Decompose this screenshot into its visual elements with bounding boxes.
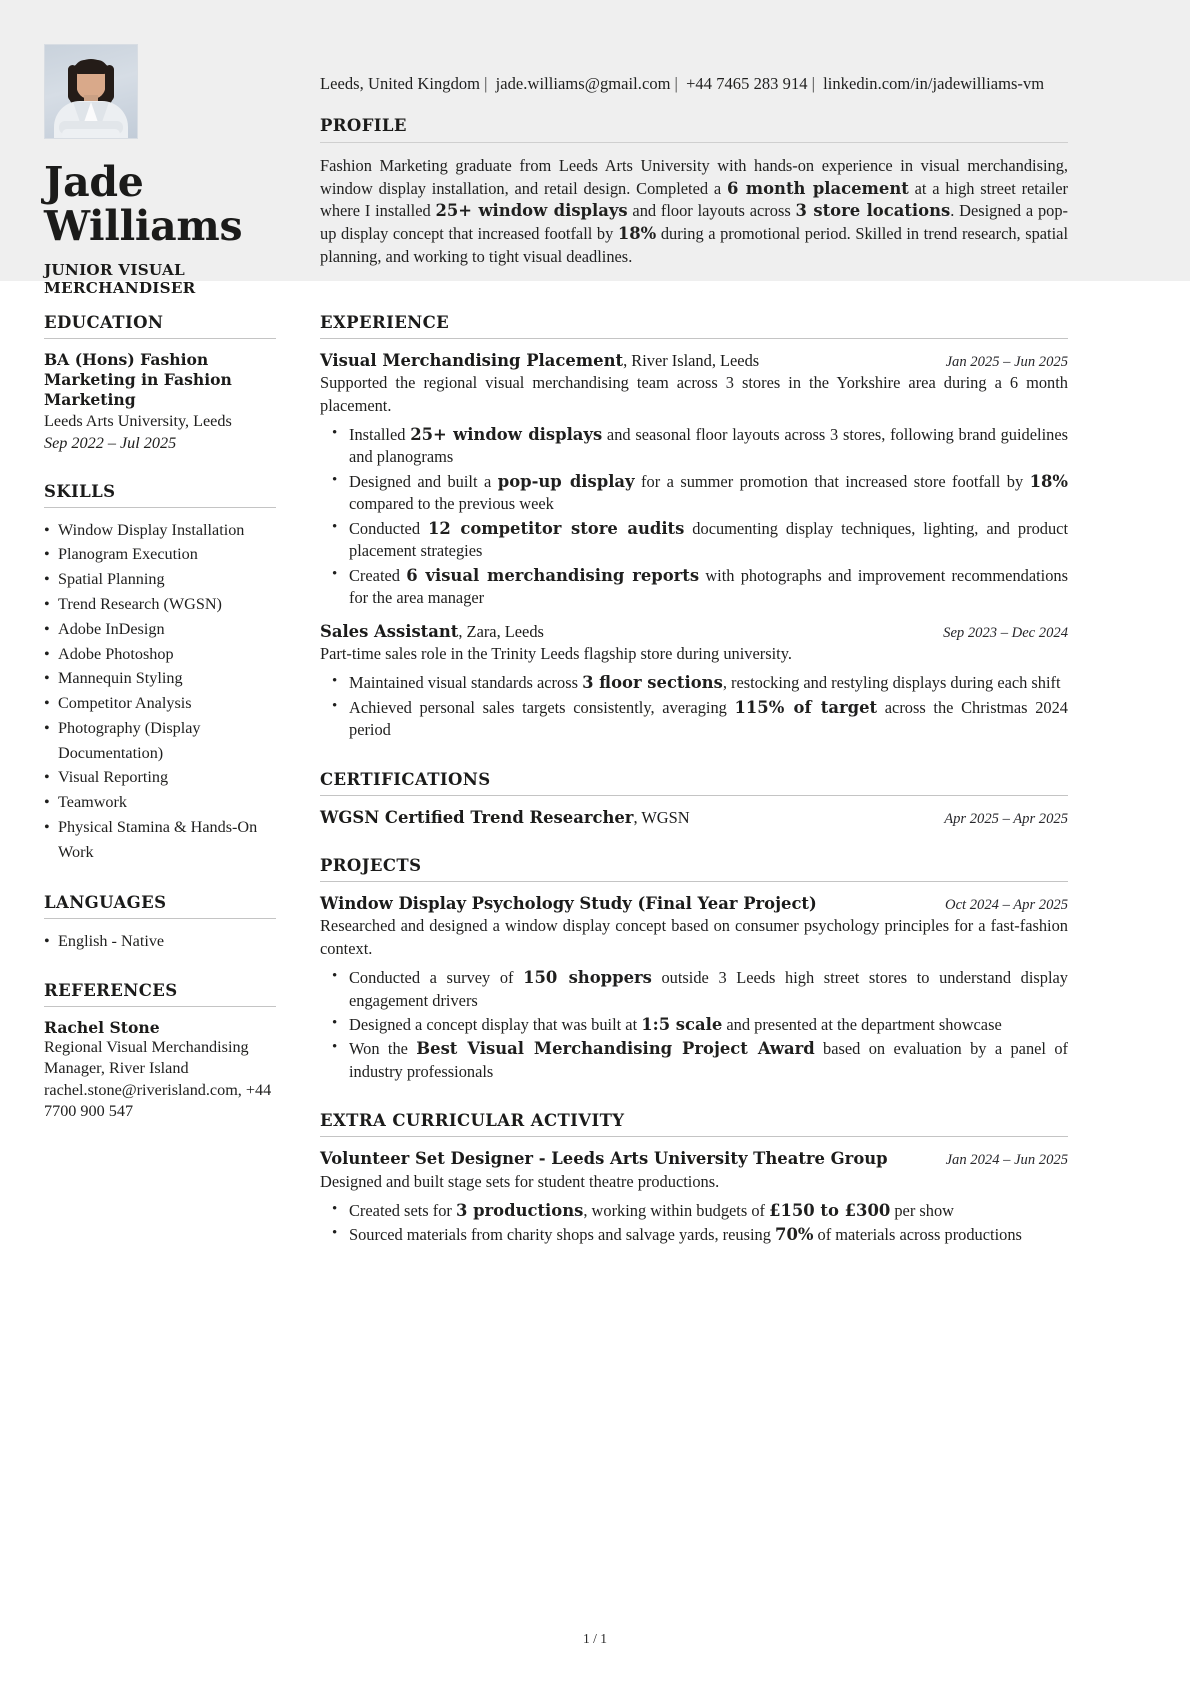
entry-description: Supported the regional visual merchandising team across 3 stores in the Yorkshire area during a 6 month placement. [320,373,1068,415]
education-school: Leeds Arts University, Leeds [44,411,232,430]
header-identity [0,0,310,297]
entry-title [320,1148,888,1169]
contact-separator: | [811,74,815,93]
languages-heading: LANGUAGES [44,892,167,912]
contact-email[interactable]: jade.williams@gmail.com [495,74,671,93]
experience-heading: EXPERIENCE [320,313,450,332]
entry-dates: Jan 2024 – Jun 2025 [945,1152,1068,1169]
entry-header [320,807,1068,828]
entry-dates: Sep 2023 – Dec 2024 [943,624,1068,641]
entry-header [320,350,1068,371]
reference-role: Regional Visual Merchandising Manager, River Island [44,1038,249,1078]
entry-title-primary: Volunteer Set Designer - Leeds Arts University Theatre Group [320,1149,888,1169]
skill-item: • Window Display Installation [44,518,276,543]
skill-item: • Mannequin Styling [44,666,276,691]
entry-description: Researched and designed a window display concept based on consumer psychology principles for a fast-fashion context. [320,916,1068,958]
skill-item: • Adobe Photoshop [44,642,276,667]
page-footer [0,1631,1190,1647]
section-extracurricular [320,1111,1068,1247]
entry-dates: Apr 2025 – Apr 2025 [944,810,1068,827]
entry-dates: Jan 2025 – Jun 2025 [945,354,1068,370]
candidate-name [44,158,310,250]
education-degree: BA (Hons) Fashion Marketing in Fashion Marketing [44,350,232,409]
entry-bullet: • Maintained visual standards across 3 floor sections, restocking and restyling displays during each shift [320,672,1068,694]
entry-title-secondary: , WGSN [633,807,690,827]
entry-description: Designed and built stage sets for student theatre productions. [320,1171,720,1191]
section-certifications [320,770,1068,828]
entry-bullet: • Sourced materials from charity shops and salvage yards, reusing 70% of materials across productions [320,1224,1068,1246]
entry-title-primary: Window Display Psychology Study (Final Year Project) [320,894,817,914]
contact-separator: | [484,74,488,93]
entry-header [320,893,1068,914]
entry-bullet: • Conducted 12 competitor store audits documenting display techniques, lighting, and product placement strategies [320,518,1068,563]
header-band [0,0,1190,297]
header-contact-profile [310,0,1190,297]
reference-name: Rachel Stone [44,1018,160,1038]
profile-summary-text: Fashion Marketing graduate from Leeds Arts University with hands-on experience in visual merchandising, window display installation, and retail design. Completed a 6 month placement at a high street retailer where I installed 25+ window displays and floor layouts across 3 store locations. Designed a pop-up display concept that increased footfall by 18% during a promotional period. Skilled in trend research, spatial planning, and working to tight visual deadlines. [320,156,1068,266]
section-experience [320,313,1068,742]
page-indicator: 1 / 1 [582,1631,607,1646]
education-heading-rule [44,338,276,339]
extracurricular-heading-rule [320,1136,1068,1137]
entry [320,621,1068,742]
entry-title-primary: WGSN Certified Trend Researcher [320,807,634,827]
entry [320,1148,1068,1247]
projects-heading: PROJECTS [320,856,422,876]
entry-bullet: • Installed 25+ window displays and seasonal floor layouts across 3 stores, following brand guidelines and planograms [320,424,1068,469]
contact-linkedin[interactable]: linkedin.com/in/jadewilliams-vm [823,74,1045,93]
experience-heading-rule [320,338,1068,339]
entry-bullet-list [320,424,1068,610]
entry-title [320,807,690,828]
contact-location: Leeds, United Kingdom [320,74,481,93]
skill-item: • Spatial Planning [44,567,276,592]
entry-title-primary: Sales Assistant [320,621,459,641]
projects-heading-rule [320,881,1068,882]
entry-dates: Oct 2024 – Apr 2025 [945,897,1068,914]
entry-title [320,350,759,371]
skill-item: • Teamwork [44,790,276,815]
entry-bullet: • Achieved personal sales targets consistently, averaging 115% of target across the Christmas 2024 period [320,697,1068,742]
entry-header [320,621,1068,642]
entry-bullet: • Won the Best Visual Merchandising Project Award based on evaluation by a panel of industry professionals [320,1038,1068,1083]
entry-bullet: • Created 6 visual merchandising reports with photographs and improvement recommendations for the area manager [320,565,1068,610]
entry-bullet: • Conducted a survey of 150 shoppers outside 3 Leeds high street stores to understand display engagement drivers [320,967,1068,1012]
profile-photo [44,44,138,139]
skills-list [44,518,276,865]
entry-title [320,893,817,914]
sidebar-section-languages [44,893,276,954]
entry-description: Part-time sales role in the Trinity Leeds flagship store during university. [320,644,792,664]
skills-heading: SKILLS [44,481,116,501]
sidebar [0,281,310,1275]
experience-entries [320,350,1068,742]
skills-heading-rule [44,507,276,508]
entry-title-secondary: , River Island, Leeds [623,351,760,370]
languages-list [44,929,276,954]
entry-bullet-list [320,672,1068,741]
contact-line [320,74,1068,94]
education-heading: EDUCATION [44,313,164,332]
languages-heading-rule [44,918,276,919]
skill-item: • Physical Stamina & Hands-On Work [44,815,276,865]
section-projects [320,856,1068,1083]
profile-section-heading: PROFILE [320,116,407,135]
references-heading: REFERENCES [44,981,178,1001]
candidate-first-name: Jade [44,158,144,206]
reference-contact[interactable]: rachel.stone@riverisland.com, +44 7700 900 547 [44,1080,272,1120]
sidebar-section-skills [44,482,276,865]
entry-bullet-list [320,967,1068,1083]
main-content [310,281,1190,1275]
candidate-last-name: Williams [44,201,243,250]
entry-bullet: • Designed and built a pop-up display for a summer promotion that increased store footfall by 18% compared to the previous week [320,471,1068,516]
skill-item: • Competitor Analysis [44,691,276,716]
extracurricular-heading: EXTRA CURRICULAR ACTIVITY [320,1111,625,1131]
resume-body [0,281,1190,1275]
entry-title [320,621,544,642]
sidebar-section-education [44,313,276,454]
certifications-entries [320,807,1068,828]
skill-item: • Adobe InDesign [44,617,276,642]
references-heading-rule [44,1006,276,1007]
entry-header [320,1148,1068,1169]
profile-heading-rule [320,142,1068,143]
skill-item: • Planogram Execution [44,542,276,567]
certifications-heading: CERTIFICATIONS [320,769,491,789]
skill-item: • Visual Reporting [44,765,276,790]
contact-separator: | [674,74,678,93]
skill-item: • Photography (Display Documentation) [44,716,276,766]
candidate-job-title: JUNIOR VISUAL MERCHANDISER [44,260,196,297]
education-dates: Sep 2022 – Jul 2025 [44,433,177,452]
language-item: • English - Native [44,929,276,954]
entry-bullet-list [320,1200,1068,1247]
skill-item: • Trend Research (WGSN) [44,592,276,617]
certifications-heading-rule [320,795,1068,796]
entry-title-primary: Visual Merchandising Placement [320,351,624,370]
sidebar-section-references [44,981,276,1121]
entry-bullet: • Created sets for 3 productions, working within budgets of £150 to £300 per show [320,1200,1068,1222]
entry [320,807,1068,828]
entry-bullet: • Designed a concept display that was built at 1:5 scale and presented at the department showcase [320,1014,1068,1036]
extracurricular-entries [320,1148,1068,1247]
entry [320,893,1068,1083]
entry-title-secondary: , Zara, Leeds [458,621,544,641]
contact-phone[interactable]: +44 7465 283 914 [686,74,808,93]
entry [320,350,1068,610]
projects-entries [320,893,1068,1083]
